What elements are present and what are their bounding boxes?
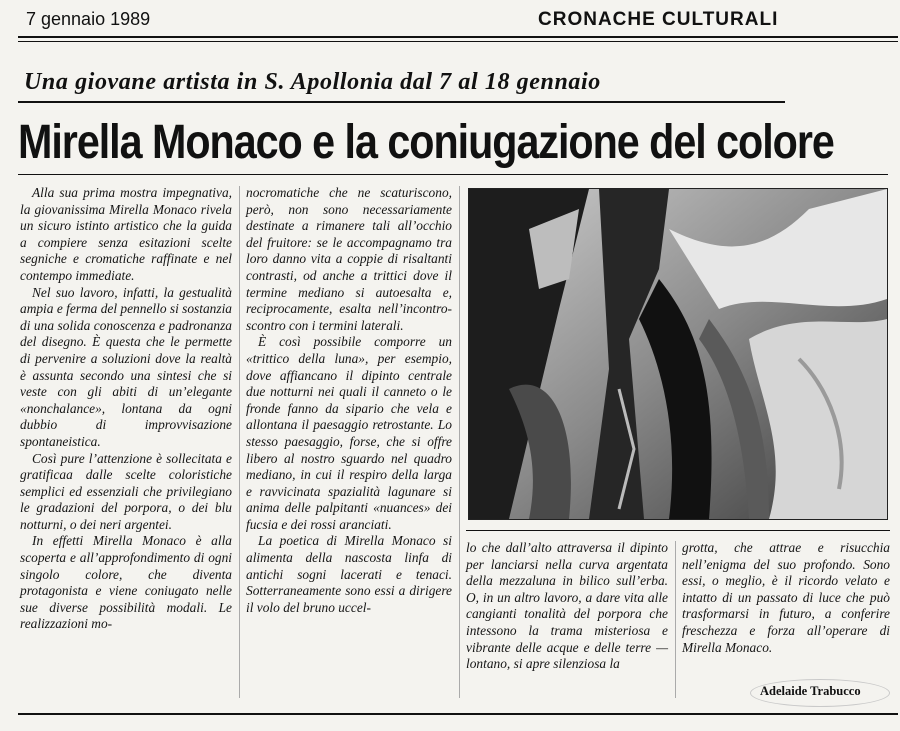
section-title: CRONACHE CULTURALI (538, 9, 779, 30)
article-column-1 (20, 185, 232, 633)
paragraph: In effetti Mirella Monaco è alla scoperta e all’approfondimento di ogni singolo colore, che diventa protagonista e viene coniugato nelle sue diverse possibilità modali. Le realizzazioni mo- (20, 533, 232, 632)
article-column-2 (246, 185, 452, 616)
paragraph: Così pure l’attenzione è sollecitata e gratificaa dalle scelte coloristiche semplici ed essenziali che privilegiano le gradazioni del porpora, o dei blu notturni, o dei neri argentei. (20, 450, 232, 532)
painting-image (468, 188, 888, 520)
column-divider (239, 186, 240, 698)
paragraph: È così possibile comporre un «trittico della luna», per esempio, dove affiancano il dipinto centrale due notturni nei quali il canneto o le fronde fanno da sipario che vela e allontana il paesaggio retrostante. Lo stesso paesaggio, forse, che si offre libero al nostro sguardo nel quadro mediano, in cui il respiro della larga e ravvicinata spazialità lagunare si anima delle palpitanti «nuances» dei fucsia e dei rossi aranciati. (246, 334, 452, 532)
headline-rule (18, 174, 888, 175)
paragraph: nocromatiche che ne scaturiscono, però, non sono necessariamente destinate a rimanere tali all’occhio del fruitore: se le accompagnamo tra loro danno vita a coppie di risaltanti contrasti, od anche a trittici dove il termine mediano si autoesalta e, reciprocamente, esalta nell’incontro-scontro con i termini laterali. (246, 185, 452, 333)
header-rule (18, 36, 898, 38)
article-headline: Mirella Monaco e la coniugazione del colore (18, 116, 834, 169)
article-column-3 (466, 540, 668, 673)
kicker-rule (18, 101, 785, 103)
paragraph: Alla sua prima mostra impegnativa, la giovanissima Mirella Monaco rivela un sicuro istinto artistico che la guida a compiere senza esitazioni scelte segniche e cromatiche raffinate e nel contempo immediate. (20, 185, 232, 283)
article-kicker: Una giovane artista in S. Apollonia dal 7 al 18 gennaio (24, 69, 601, 95)
column-divider (675, 541, 676, 698)
column-divider (459, 186, 460, 698)
photo-rule (466, 530, 890, 531)
issue-date: 7 gennaio 1989 (26, 9, 151, 29)
paragraph: grotta, che attrae e risucchia nell’enigma del suo profondo. Sono essi, o meglio, è il ricordo velato e intatto di un passato di luce che può trasformarsi in futuro, a conferire freschezza e forza all’operare di Mirella Monaco. (682, 540, 890, 655)
paragraph: Nel suo lavoro, infatti, la gestualità ampia e ferma del pennello si sostanzia di una solida conoscenza e padronanza del disegno. È questa che le permette di pervenire a soluzioni dove la realtà è assunta secondo una sintesi che si veste con gli abiti di un’elegante «nonchalance», lontana da ogni dubbio di improvvisazione spontaneistica. (20, 284, 233, 449)
article-column-4 (682, 540, 890, 656)
footer-rule (18, 713, 898, 715)
paragraph: lo che dall’alto attraversa il dipinto per lanciarsi nella curva argentata della mezzaluna in bilico sull’erba. O, in un altro lavoro, a dare vita alle cangianti tonalità del porpora che intessono la trama misteriosa e vibrante delle acque e delle terre — lontano, si apre silenziosa la (466, 540, 668, 672)
paragraph: La poetica di Mirella Monaco si alimenta della nascosta linfa di antichi sogni lacerati e tenaci. Sotterraneamente sono essi a dirigere il volo del bruno uccel- (246, 533, 452, 615)
header-rule-thin (18, 41, 898, 42)
article-byline: Adelaide Trabucco (760, 684, 861, 698)
